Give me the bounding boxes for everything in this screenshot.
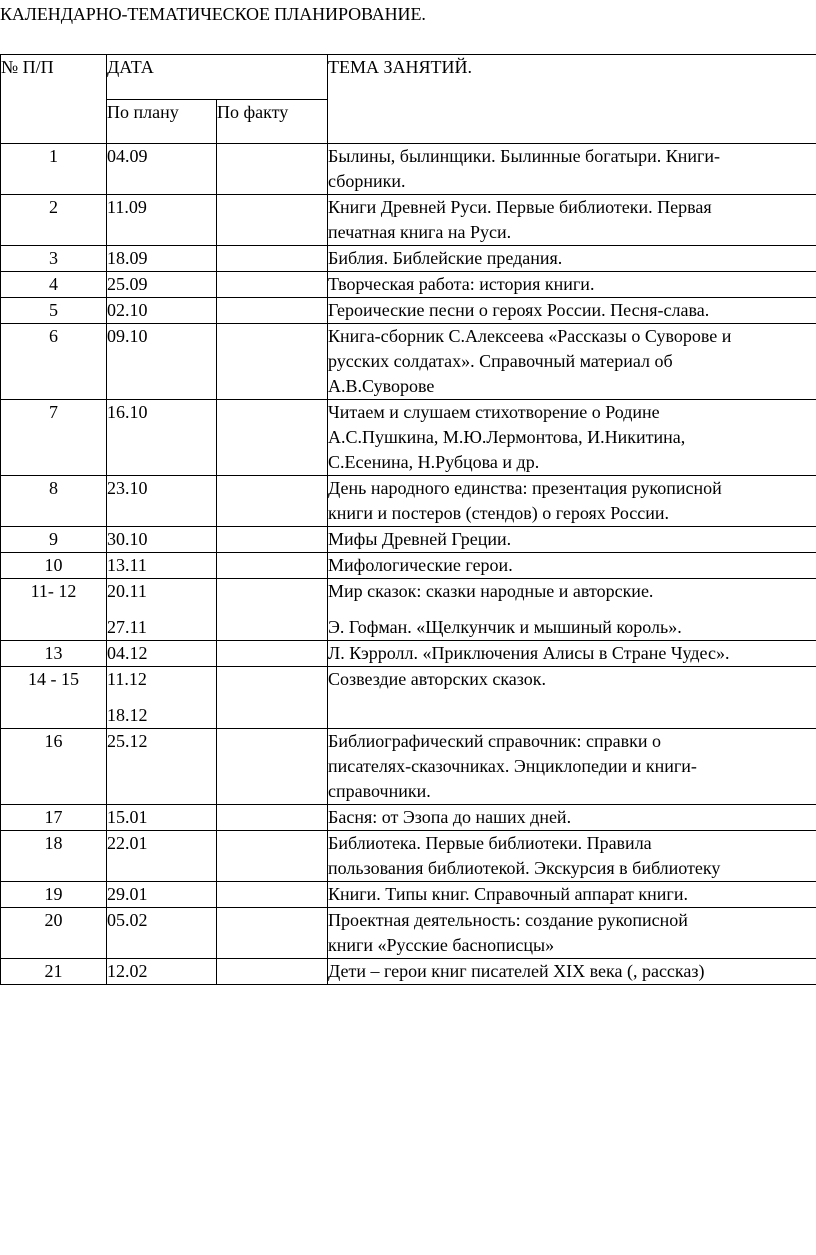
- actual-date: [217, 144, 328, 195]
- planned-date: [107, 476, 217, 527]
- topic-line: книги и постеров (стендов) о героях России.: [328, 503, 670, 523]
- actual-date: [217, 805, 328, 831]
- topic-line: Творческая работа: история книги.: [328, 274, 595, 294]
- topic-line: Былины, былинщики. Былинные богатыри. Книги-: [328, 146, 720, 166]
- row-number: 13: [1, 641, 107, 667]
- row-number: 5: [1, 298, 107, 324]
- topic-line: Библиотека. Первые библиотеки. Правила: [328, 833, 652, 853]
- row-number: 9: [1, 527, 107, 553]
- row-number: 8: [1, 476, 107, 527]
- date-value: 18.12: [107, 705, 148, 725]
- actual-date: [217, 579, 328, 641]
- date-value: 18.09: [107, 248, 148, 268]
- planned-date: [107, 272, 217, 298]
- lesson-topic: [328, 959, 816, 985]
- planned-date: [107, 908, 217, 959]
- date-value: 20.11: [107, 581, 147, 601]
- table-row: [1, 144, 816, 195]
- lesson-topic: [328, 400, 816, 476]
- table-row: [1, 324, 816, 400]
- header-row: [1, 55, 816, 100]
- topic-line: А.В.Суворове: [328, 376, 435, 396]
- planned-date: [107, 246, 217, 272]
- table-row: [1, 667, 816, 729]
- lesson-topic: [328, 144, 816, 195]
- row-number: 20: [1, 908, 107, 959]
- row-number: 14 - 15: [1, 667, 107, 729]
- planned-date: [107, 579, 217, 641]
- topic-line: Книги. Типы книг. Справочный аппарат книги.: [328, 884, 688, 904]
- table-row: [1, 579, 816, 641]
- actual-date: [217, 298, 328, 324]
- topic-line: справочники.: [328, 781, 431, 801]
- topic-line: Книги Древней Руси. Первые библиотеки. Первая: [328, 197, 712, 217]
- table-row: [1, 959, 816, 985]
- table-row: [1, 400, 816, 476]
- row-number: 17: [1, 805, 107, 831]
- planned-date: [107, 298, 217, 324]
- date-value: 25.09: [107, 274, 148, 294]
- topic-line: Дети – герои книг писателей XIX века (, рассказ): [328, 961, 705, 981]
- date-value: 11.09: [107, 197, 147, 217]
- topic-line: Л. Кэрролл. «Приключения Алисы в Стране Чудес».: [328, 643, 730, 663]
- planned-date: [107, 324, 217, 400]
- table-row: [1, 272, 816, 298]
- topic-line: писателях-сказочниках. Энциклопедии и книги-: [328, 756, 697, 776]
- actual-date: [217, 641, 328, 667]
- date-value: 12.02: [107, 961, 148, 981]
- lesson-topic: [328, 324, 816, 400]
- actual-date: [217, 246, 328, 272]
- header-topic: ТЕМА ЗАНЯТИЙ.: [328, 55, 816, 144]
- actual-date: [217, 959, 328, 985]
- topic-line: Читаем и слушаем стихотворение о Родине: [328, 402, 660, 422]
- lesson-topic: [328, 908, 816, 959]
- date-value: 30.10: [107, 529, 148, 549]
- lesson-topic: [328, 729, 816, 805]
- lesson-topic: [328, 579, 816, 641]
- actual-date: [217, 195, 328, 246]
- actual-date: [217, 831, 328, 882]
- lesson-topic: [328, 272, 816, 298]
- header-by-plan: По плану: [107, 100, 217, 144]
- table-row: [1, 195, 816, 246]
- topic-line: Библиографический справочник: справки о: [328, 731, 662, 751]
- lesson-topic: [328, 641, 816, 667]
- lesson-topic: [328, 298, 816, 324]
- planned-date: [107, 831, 217, 882]
- date-value: 09.10: [107, 326, 148, 346]
- table-row: [1, 476, 816, 527]
- table-row: [1, 298, 816, 324]
- schedule-table-body: [1, 55, 816, 985]
- topic-line: Созвездие авторских сказок.: [328, 669, 547, 689]
- header-by-fact: По факту: [217, 100, 328, 144]
- planned-date: [107, 527, 217, 553]
- date-value: 29.01: [107, 884, 148, 904]
- topic-line: Библия. Библейские предания.: [328, 248, 563, 268]
- lesson-topic: [328, 667, 816, 729]
- actual-date: [217, 882, 328, 908]
- date-value: 02.10: [107, 300, 148, 320]
- table-row: [1, 246, 816, 272]
- lesson-topic: [328, 195, 816, 246]
- row-number: 2: [1, 195, 107, 246]
- date-value: 11.12: [107, 669, 147, 689]
- table-row: [1, 641, 816, 667]
- topic-line: С.Есенина, Н.Рубцова и др.: [328, 452, 540, 472]
- header-number: № П/П: [1, 55, 107, 144]
- date-value: 27.11: [107, 617, 147, 637]
- actual-date: [217, 667, 328, 729]
- row-number: 21: [1, 959, 107, 985]
- lesson-topic: [328, 882, 816, 908]
- planned-date: [107, 553, 217, 579]
- table-row: [1, 805, 816, 831]
- topic-line: Мифологические герои.: [328, 555, 513, 575]
- planned-date: [107, 667, 217, 729]
- planned-date: [107, 195, 217, 246]
- row-number: 18: [1, 831, 107, 882]
- date-value: 13.11: [107, 555, 147, 575]
- date-value: 23.10: [107, 478, 148, 498]
- table-row: [1, 908, 816, 959]
- row-number: 19: [1, 882, 107, 908]
- topic-line: День народного единства: презентация рукописной: [328, 478, 722, 498]
- document-title: КАЛЕНДАРНО-ТЕМАТИЧЕСКОЕ ПЛАНИРОВАНИЕ.: [0, 4, 426, 24]
- actual-date: [217, 553, 328, 579]
- topic-line: Басня: от Эзопа до наших дней.: [328, 807, 572, 827]
- topic-line: книги «Русские баснописцы»: [328, 935, 555, 955]
- date-value: 25.12: [107, 731, 148, 751]
- topic-line: Мифы Древней Греции.: [328, 529, 512, 549]
- table-row: [1, 831, 816, 882]
- actual-date: [217, 527, 328, 553]
- actual-date: [217, 908, 328, 959]
- date-value: 05.02: [107, 910, 148, 930]
- actual-date: [217, 476, 328, 527]
- lesson-topic: [328, 805, 816, 831]
- actual-date: [217, 272, 328, 298]
- lesson-topic: [328, 476, 816, 527]
- date-value: 16.10: [107, 402, 148, 422]
- actual-date: [217, 400, 328, 476]
- row-number: 16: [1, 729, 107, 805]
- table-row: [1, 729, 816, 805]
- row-number: 11- 12: [1, 579, 107, 641]
- planned-date: [107, 400, 217, 476]
- row-number: 3: [1, 246, 107, 272]
- actual-date: [217, 324, 328, 400]
- header-date: ДАТА: [107, 55, 328, 100]
- row-number: 7: [1, 400, 107, 476]
- table-row: [1, 527, 816, 553]
- lesson-topic: [328, 527, 816, 553]
- planned-date: [107, 144, 217, 195]
- topic-line: русских солдатах». Справочный материал об: [328, 351, 673, 371]
- table-row: [1, 553, 816, 579]
- topic-line: Проектная деятельность: создание рукописной: [328, 910, 688, 930]
- schedule-table: [0, 54, 816, 985]
- topic-line: Э. Гофман. «Щелкунчик и мышиный король».: [328, 617, 682, 637]
- planned-date: [107, 805, 217, 831]
- lesson-topic: [328, 831, 816, 882]
- topic-line: печатная книга на Руси.: [328, 222, 512, 242]
- date-value: 15.01: [107, 807, 148, 827]
- row-number: 6: [1, 324, 107, 400]
- topic-line: Мир сказок: сказки народные и авторские.: [328, 581, 654, 601]
- row-number: 10: [1, 553, 107, 579]
- topic-line: Книга-сборник С.Алексеева «Рассказы о Суворове и: [328, 326, 732, 346]
- actual-date: [217, 729, 328, 805]
- row-number: 1: [1, 144, 107, 195]
- date-value: 04.09: [107, 146, 148, 166]
- row-number: 4: [1, 272, 107, 298]
- lesson-topic: [328, 553, 816, 579]
- date-value: 04.12: [107, 643, 148, 663]
- date-value: 22.01: [107, 833, 148, 853]
- planned-date: [107, 729, 217, 805]
- topic-line: сборники.: [328, 171, 406, 191]
- topic-line: Героические песни о героях России. Песня-слава.: [328, 300, 710, 320]
- topic-line: А.С.Пушкина, М.Ю.Лермонтова, И.Никитина,: [328, 427, 686, 447]
- planned-date: [107, 882, 217, 908]
- planned-date: [107, 641, 217, 667]
- topic-line: пользования библиотекой. Экскурсия в библиотеку: [328, 858, 721, 878]
- lesson-topic: [328, 246, 816, 272]
- planned-date: [107, 959, 217, 985]
- table-row: [1, 882, 816, 908]
